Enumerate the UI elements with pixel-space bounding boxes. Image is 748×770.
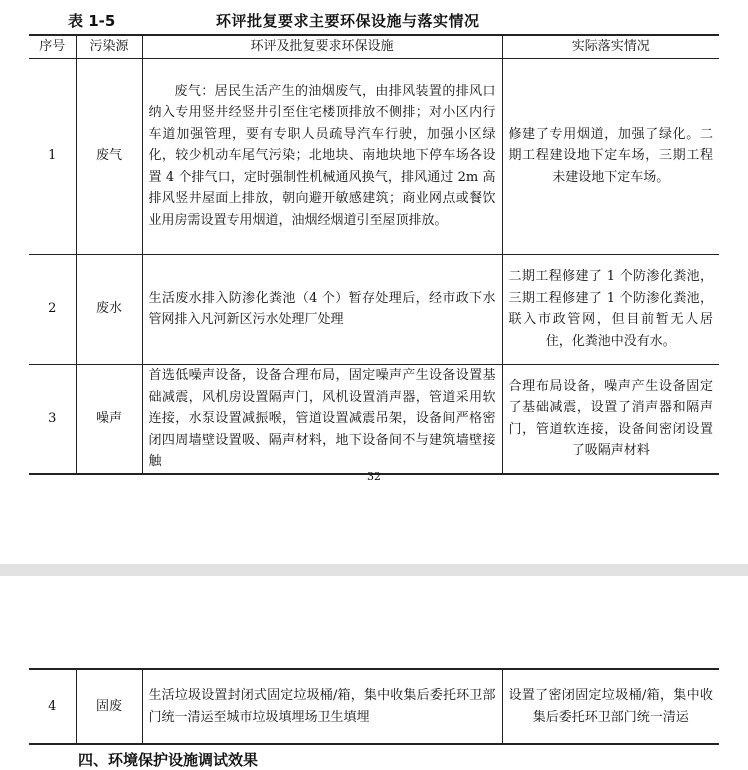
environmental-facilities-table-continued [29,668,719,745]
row-no: 4 [29,669,76,744]
header-status: 实际落实情况 [502,35,719,58]
row-source: 废气 [76,58,142,254]
row-no: 3 [29,364,76,474]
header-no: 序号 [29,35,76,58]
header-requirement: 环评及批复要求环保设施 [142,35,502,58]
table-row [29,254,719,364]
table-header-row [29,35,719,58]
table-row [29,364,719,474]
header-source: 污染源 [76,35,142,58]
row-no: 2 [29,254,76,364]
row-source: 废水 [76,254,142,364]
page-separator [0,564,748,576]
environmental-facilities-table [29,34,719,475]
row-source: 噪声 [76,364,142,474]
row-status: 合理布局设备，噪声产生设备固定了基础减震，设置了消声器和隔声门，管道软连接，设备间密闭设置了吸隔声材料 [502,364,719,474]
document-page-33 [0,576,748,769]
page-number: 32 [367,470,381,483]
row-requirement: 生活垃圾设置封闭式固定垃圾桶/箱，集中收集后委托环卫部门统一清运至城市垃圾填埋场卫生填埋 [142,669,502,744]
row-requirement: 首选低噪声设备，设备合理布局，固定噪声产生设备设置基础减震，风机房设置隔声门，风机设置消声器，管道采用软连接，水泵设置减振喉，管道设置减震吊架，设备间严格密闭四周墙壁设置吸、隔声材料，地下设备间不与建筑墙壁接触 [142,364,502,474]
row-requirement: 生活废水排入防渗化粪池（4 个）暂存处理后，经市政下水管网排入凡河新区污水处理厂处理 [142,254,502,364]
row-source: 固废 [76,669,142,744]
section-heading: 四、环境保护设施调试效果 [78,751,259,769]
row-no: 1 [29,58,76,254]
row-status: 设置了密闭固定垃圾桶/箱，集中收集后委托环卫部门统一清运 [502,669,719,744]
row-status: 二期工程修建了 1 个防渗化粪池，三期工程修建了 1 个防渗化粪池，联入市政管网，但目前暂无人居住，化粪池中没有水。 [502,254,719,364]
table-row [29,669,719,744]
table-caption-title: 环评批复要求主要环保设施与落实情况 [216,12,480,30]
row-status: 修建了专用烟道，加强了绿化。二期工程建设地下定车场，三期工程未建设地下定车场。 [502,58,719,254]
table-row [29,58,719,254]
table-caption-number: 表 1-5 [68,12,116,30]
row-requirement: 废气：居民生活产生的油烟废气，由排风装置的排风口纳入专用竖井经竖井引至住宅楼顶排放不侧排；对小区内行车道加强管理，要有专职人员疏导汽车行驶，加强小区绿化，较少机动车尾气污染；北地块、南地块地下停车场各设置 4 个排气口，定时强制性机械通风换气，排风通过 2m 高排风竖井屋面上排放，朝向避开敏感建筑；商业网点或餐饮业用房需设置专用烟道，油烟经烟道引至屋顶排放。 [142,58,502,254]
